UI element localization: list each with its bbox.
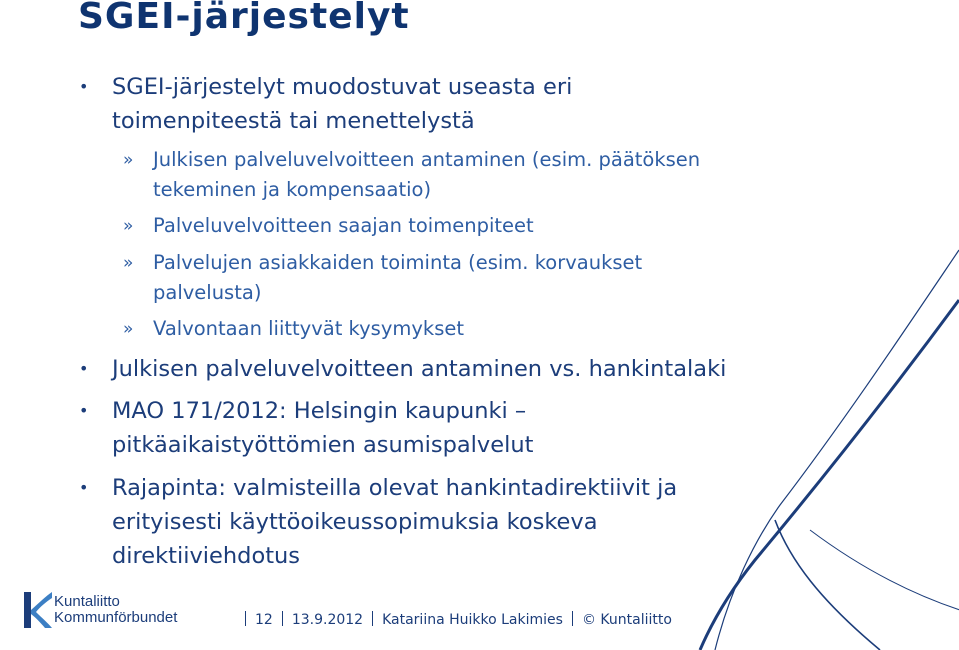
bullet-line: Rajapinta: valmisteilla olevat hankintadirektiivit ja bbox=[112, 475, 678, 501]
subbullet-symbol: » bbox=[123, 150, 134, 170]
logo-k-arm bbox=[31, 592, 52, 628]
subbullet-symbol: » bbox=[123, 216, 134, 236]
logo-line-1: Kuntaliitto bbox=[54, 593, 120, 610]
subbullet-line: palvelusta) bbox=[153, 281, 262, 304]
subbullet-line: Valvontaan liittyvät kysymykset bbox=[153, 317, 465, 340]
logo-text bbox=[54, 594, 177, 626]
footer-separator bbox=[372, 611, 373, 626]
slide-footer bbox=[236, 611, 672, 628]
footer-copyright: © Kuntaliitto bbox=[581, 612, 672, 628]
subbullet-line: Palveluvelvoitteen saajan toimenpiteet bbox=[153, 214, 534, 237]
bullet-symbol: • bbox=[79, 401, 89, 420]
bullet-line: pitkäaikaistyöttömien asumispalvelut bbox=[112, 432, 534, 458]
footer-separator bbox=[245, 611, 246, 626]
logo-line-2: Kommunförbundet bbox=[54, 609, 178, 626]
subbullet-symbol: » bbox=[123, 253, 134, 273]
subbullet-line: Julkisen palveluvelvoitteen antaminen (esim. päätöksen bbox=[153, 148, 701, 171]
footer-date: 13.9.2012 bbox=[291, 612, 364, 628]
subbullet-symbol: » bbox=[123, 319, 134, 339]
subbullet-line: Palvelujen asiakkaiden toiminta (esim. korvaukset bbox=[153, 251, 643, 274]
subbullet-item bbox=[123, 248, 643, 308]
swoosh-line-curve bbox=[775, 520, 880, 650]
swoosh-line-thin bbox=[715, 250, 959, 650]
bullet-item bbox=[79, 394, 534, 462]
footer-separator bbox=[282, 611, 283, 626]
bullet-line: Julkisen palveluvelvoitteen antaminen vs. hankintalaki bbox=[112, 356, 727, 382]
bullet-symbol: • bbox=[79, 478, 89, 497]
swoosh-line-thick bbox=[700, 300, 959, 650]
subbullet-item bbox=[123, 314, 465, 344]
bullet-item bbox=[79, 70, 573, 138]
bullet-line: MAO 171/2012: Helsingin kaupunki – bbox=[112, 398, 527, 424]
bullet-symbol: • bbox=[79, 359, 89, 378]
subbullet-line: tekeminen ja kompensaatio) bbox=[153, 178, 432, 201]
subbullet-item bbox=[123, 211, 534, 241]
footer-separator bbox=[572, 611, 573, 626]
bullet-line: SGEI-järjestelyt muodostuvat useasta eri bbox=[112, 74, 573, 100]
bullet-symbol: • bbox=[79, 77, 89, 96]
bullet-item bbox=[79, 471, 678, 573]
subbullet-item bbox=[123, 145, 701, 205]
bullet-line: erityisesti käyttöoikeussopimuksia koskeva bbox=[112, 509, 598, 535]
bullet-line: direktiiviehdotus bbox=[112, 543, 301, 569]
footer-author: Katariina Huikko Lakimies bbox=[382, 612, 563, 628]
bullet-item bbox=[79, 352, 727, 386]
bullet-line: toimenpiteestä tai menettelystä bbox=[112, 108, 475, 134]
slide-title: SGEI-järjestelyt bbox=[78, 0, 410, 37]
swoosh-line-curve-2 bbox=[810, 530, 959, 610]
logo-k-stem bbox=[24, 592, 31, 628]
footer-page-number: 12 bbox=[255, 612, 273, 628]
